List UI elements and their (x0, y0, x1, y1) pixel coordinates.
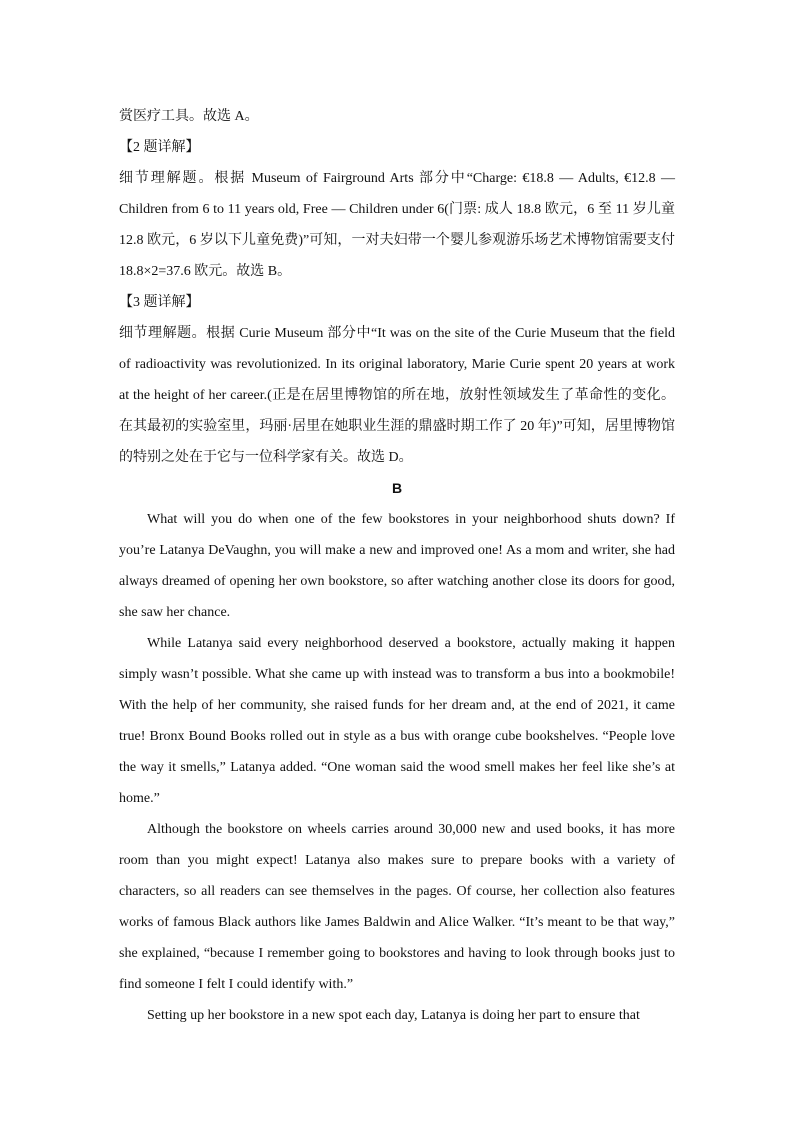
question-2-explanation: 细节理解题。根据 Museum of Fairground Arts 部分中“Charge: €18.8 — Adults, €12.8 — Children from 6 to 11 years old, Free — Children under 6(门票: 成人 18.8 欧元，6 至 11 岁儿童 12.8 欧元，6 岁以下儿童免费)”可知，一对夫妇带一个婴儿参观游乐场艺术博物馆需要支付 18.8×2=37.6 欧元。故选 B。 (119, 171, 675, 279)
question-3-explanation: 细节理解题。根据 Curie Museum 部分中“It was on the site of the Curie Museum that the field of radioactivity was revolutionized. In its original laboratory, Marie Curie spent 20 years at work at the height of her career.(正是在居里博物馆的所在地，放射性领域发生了革命性的变化。在其最初的实验室里，玛丽·居里在她职业生涯的鼎盛时期工作了 20 年)”可知，居里博物馆的特别之处在于它与一位科学家有关。故选 D。 (119, 326, 675, 465)
question-2-header: 【2 题详解】 (119, 140, 200, 155)
passage-title: B (391, 480, 403, 496)
question-3-header: 【3 题详解】 (119, 295, 200, 310)
answer-explanation-end: 赏医疗工具。故选 A。 (119, 109, 259, 124)
passage-paragraph-3: Although the bookstore on wheels carries around 30,000 new and used books, it has more room than you might expect! Latanya also makes sure to prepare books with a variety of characters, so all readers can see themselves in the pages. Of course, her collection also features works of famous Black authors like James Baldwin and Alice Walker. “It’s meant to be that way,” she explained, “because I remember going to bookstores and having to look through books just to find someone I felt I could identify with.” (119, 822, 675, 992)
passage-paragraph-1: What will you do when one of the few bookstores in your neighborhood shuts down? If you’re Latanya DeVaughn, you will make a new and improved one! As a mom and writer, she had always dreamed of opening her own bookstore, so after watching another close its doors for good, she saw her chance. (119, 512, 675, 620)
passage-paragraph-2: While Latanya said every neighborhood deserved a bookstore, actually making it happen simply wasn’t possible. What she came up with instead was to transform a bus into a bookmobile! With the help of her community, she raised funds for her dream and, at the end of 2021, it came true! Bronx Bound Books rolled out in style as a bus with orange cube bookshelves. “People love the way it smells,” Latanya added. “One woman said the wood smell makes her feel like she’s at home.” (119, 636, 675, 806)
document-content (119, 101, 675, 1031)
passage-paragraph-4: Setting up her bookstore in a new spot each day, Latanya is doing her part to ensure that (147, 1008, 640, 1023)
